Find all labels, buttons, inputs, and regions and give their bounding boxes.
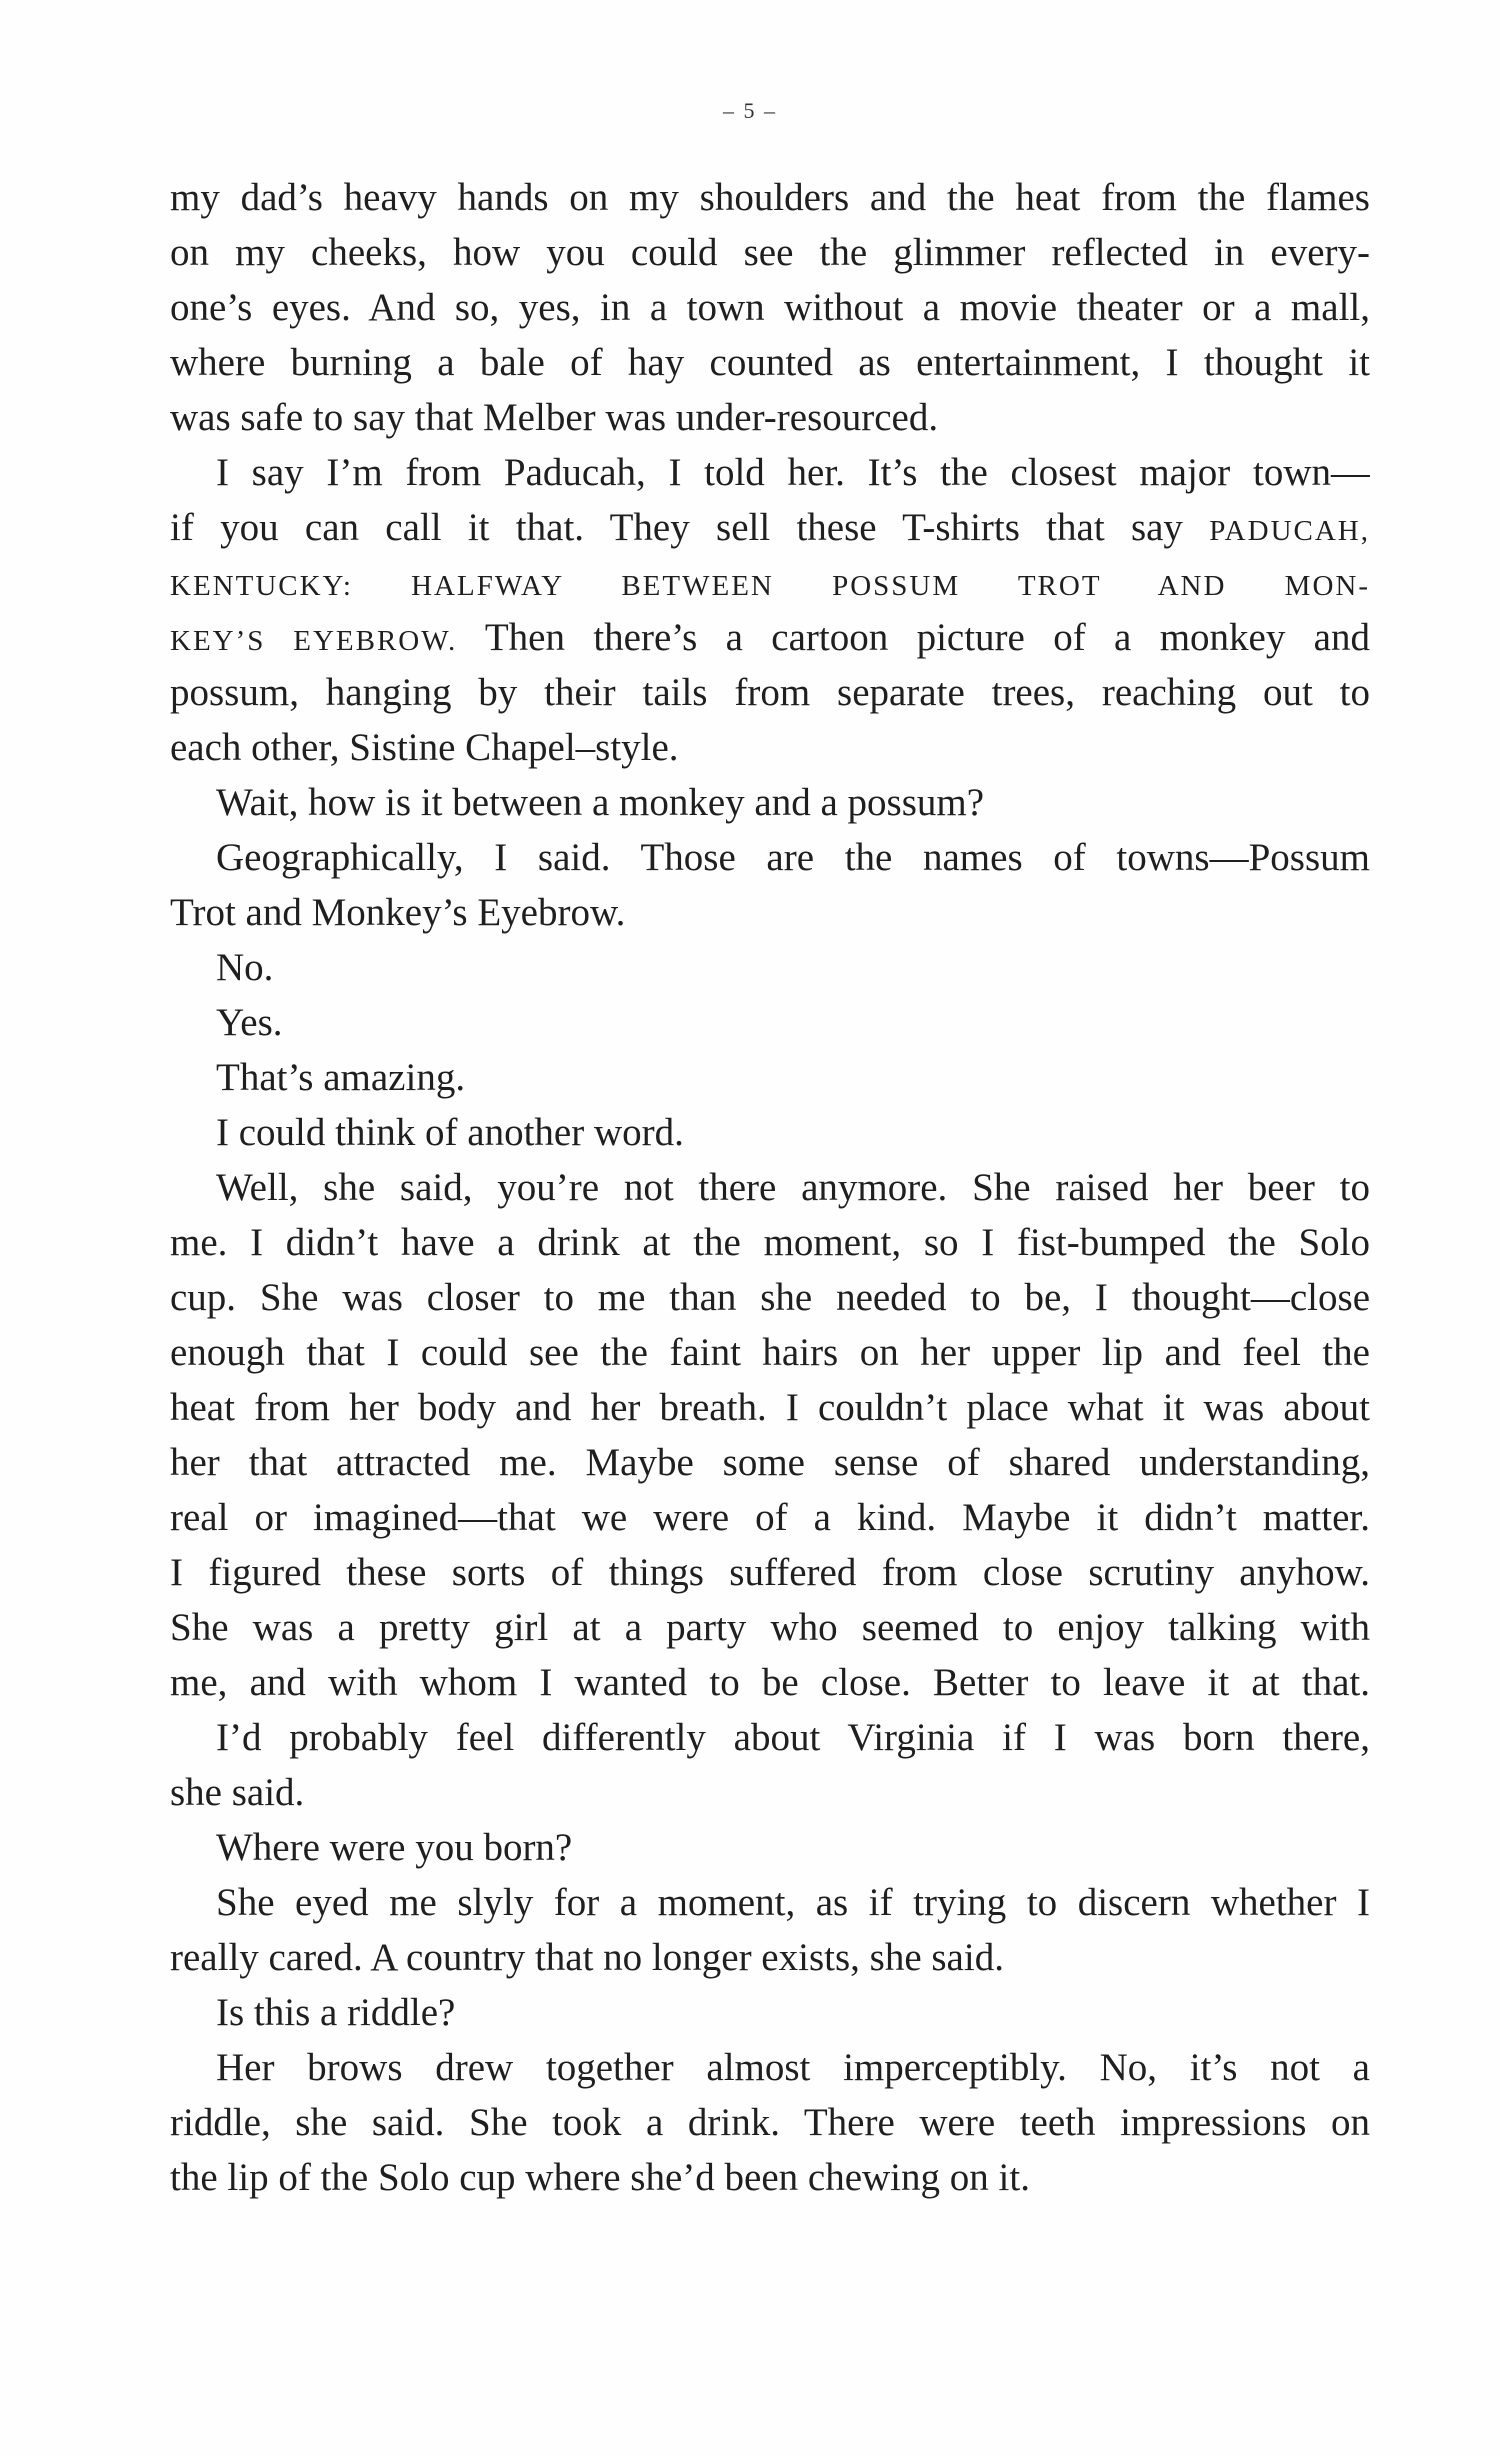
text-line: Trot and Monkey’s Eyebrow. <box>170 891 626 934</box>
text-line: I’d probably feel differently about Virginia if I was born there, <box>216 1716 1370 1759</box>
text-line: Wait, how is it between a monkey and a possum? <box>216 781 985 824</box>
text-line: was safe to say that Melber was under-resourced. <box>170 396 939 439</box>
text-line <box>170 500 1370 555</box>
text-line: Yes. <box>216 1001 283 1044</box>
text-line: one’s eyes. And so, yes, in a town without a movie theater or a mall, <box>170 286 1370 329</box>
text-line: I could think of another word. <box>216 1111 684 1154</box>
text-line: enough that I could see the faint hairs on her upper lip and feel the <box>170 1331 1370 1374</box>
text-line: That’s amazing. <box>216 1056 466 1099</box>
text-line: Well, she said, you’re not there anymore. She raised her beer to <box>216 1166 1370 1209</box>
text-line: her that attracted me. Maybe some sense of shared understanding, <box>170 1441 1370 1484</box>
body-text <box>170 170 1370 2205</box>
text-line: each other, Sistine Chapel–style. <box>170 726 679 769</box>
small-caps-text: KEY’S EYEBROW. <box>170 625 458 657</box>
text-line: she said. <box>170 1771 305 1814</box>
text-line <box>170 610 1370 665</box>
text-line: I say I’m from Paducah, I told her. It’s the closest major town— <box>216 451 1370 494</box>
small-caps-text: KENTUCKY: HALFWAY BETWEEN POSSUM TROT AND MON- <box>170 570 1370 602</box>
text-line: Where were you born? <box>216 1826 573 1869</box>
text-line: where burning a bale of hay counted as entertainment, I thought it <box>170 341 1370 384</box>
text-line: Is this a riddle? <box>216 1991 456 2034</box>
text-line: Her brows drew together almost imperceptibly. No, it’s not a <box>216 2046 1370 2089</box>
text-line: cup. She was closer to me than she needed to be, I thought—close <box>170 1276 1370 1319</box>
text-line: my dad’s heavy hands on my shoulders and the heat from the flames <box>170 176 1370 219</box>
text-line: She was a pretty girl at a party who seemed to enjoy talking with <box>170 1606 1370 1649</box>
text-line: I figured these sorts of things suffered from close scrutiny anyhow. <box>170 1551 1370 1594</box>
small-caps-text: PADUCAH, <box>1209 515 1370 547</box>
text-line: the lip of the Solo cup where she’d been chewing on it. <box>170 2156 1030 2199</box>
text-line: She eyed me slyly for a moment, as if trying to discern whether I <box>216 1881 1370 1924</box>
text-segment: Then there’s a cartoon picture of a monkey and <box>457 616 1370 659</box>
page-number: – 5 – <box>723 98 777 123</box>
text-line: real or imagined—that we were of a kind. Maybe it didn’t matter. <box>170 1496 1370 1539</box>
text-line: on my cheeks, how you could see the glimmer reflected in every- <box>170 231 1370 274</box>
text-segment: if you can call it that. They sell these T-shirts that say <box>170 506 1210 549</box>
text-line: No. <box>216 946 274 989</box>
text-line <box>170 555 1370 610</box>
text-line: really cared. A country that no longer exists, she said. <box>170 1936 1004 1979</box>
text-line: heat from her body and her breath. I couldn’t place what it was about <box>170 1386 1370 1429</box>
text-line: Geographically, I said. Those are the names of towns—Possum <box>216 836 1370 879</box>
text-line: me, and with whom I wanted to be close. Better to leave it at that. <box>170 1661 1370 1704</box>
text-line: possum, hanging by their tails from separate trees, reaching out to <box>170 671 1370 714</box>
text-line: me. I didn’t have a drink at the moment, so I fist-bumped the Solo <box>170 1221 1370 1264</box>
text-line: riddle, she said. She took a drink. There were teeth impressions on <box>170 2101 1370 2144</box>
